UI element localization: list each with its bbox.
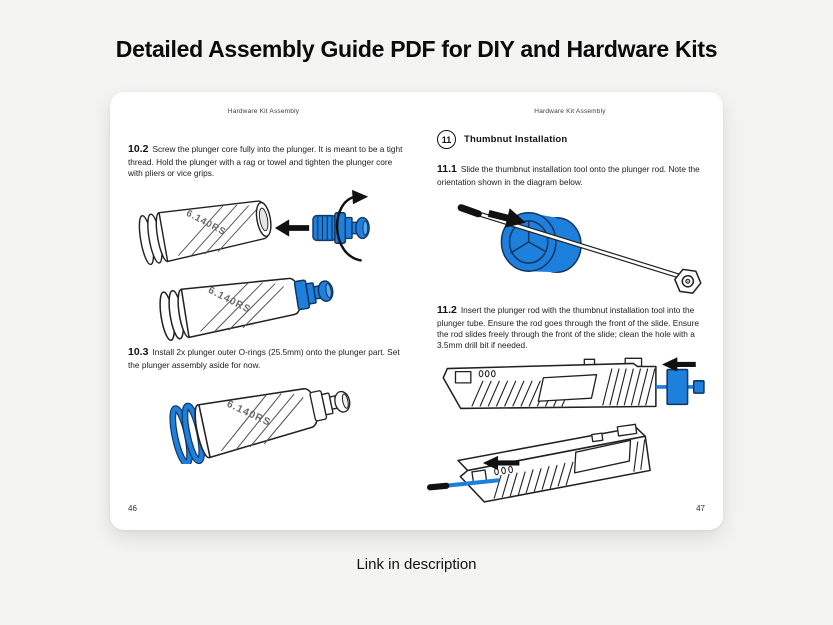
figure-slide-rod-side bbox=[433, 356, 707, 422]
step-number: 11.2 bbox=[437, 304, 457, 316]
plunger-core-installed-illustration bbox=[154, 264, 362, 342]
plunger-body bbox=[137, 194, 275, 266]
section-number-badge: 11 bbox=[437, 130, 456, 149]
figure-plunger-core-installed bbox=[154, 264, 362, 342]
figure-plunger-orings bbox=[168, 374, 370, 464]
part-label: 6.140RS bbox=[206, 284, 253, 316]
step-10-2 bbox=[128, 143, 404, 179]
thumbnut-tool-illustration bbox=[440, 192, 712, 298]
plunger-core-exploded-illustration bbox=[134, 186, 372, 270]
installed-core bbox=[294, 276, 335, 310]
slide-rod-front-illustration bbox=[426, 422, 698, 508]
pistol-slide bbox=[443, 358, 656, 408]
page-title: Detailed Assembly Guide PDF for DIY and Hardware Kits bbox=[115, 36, 718, 62]
right-page-header: Hardware Kit Assembly bbox=[534, 108, 606, 115]
step-number: 10.3 bbox=[128, 346, 149, 358]
step-11-1 bbox=[437, 163, 705, 188]
plunger-core-part bbox=[313, 213, 369, 243]
plunger-body bbox=[157, 271, 304, 341]
caption-text: Link in description bbox=[356, 556, 477, 573]
plunger-orings-illustration bbox=[168, 374, 370, 464]
step-text: Slide the thumbnut installation tool onto the plunger rod. Note the orientation shown in the diagram below. bbox=[437, 164, 700, 187]
step-10-3 bbox=[128, 346, 404, 371]
rod-end-nut bbox=[673, 268, 702, 294]
step-text: Install 2x plunger outer O-rings (25.5mm) onto the plunger part. Set the plunger assembly aside for now. bbox=[128, 347, 400, 370]
pdf-spread-card bbox=[110, 92, 723, 530]
section-heading bbox=[437, 130, 567, 149]
part-label: 6.140RS bbox=[224, 398, 273, 429]
step-11-2 bbox=[437, 304, 709, 351]
figure-slide-rod-front bbox=[426, 422, 698, 508]
step-number: 10.2 bbox=[128, 143, 149, 155]
step-text: Screw the plunger core fully into the plunger. It is meant to be a tight thread. Hold the plunger with a rag or towel and tighten the plunger core with pliers or vice grips. bbox=[128, 144, 403, 178]
figure-thumbnut-tool-on-rod bbox=[440, 192, 712, 298]
step-text: Insert the plunger rod with the thumbnut installation tool into the plunger tube. Ensure the rod goes through the front of the slide. Ensure the rod slides freely through the front of the slide; clean the hole with a 3.5mm drill bit if needed. bbox=[437, 305, 699, 350]
rod-and-tool bbox=[656, 370, 704, 405]
slide-rod-side-illustration bbox=[433, 356, 707, 422]
figure-plunger-core-exploded bbox=[134, 186, 372, 270]
plunger-body bbox=[192, 381, 323, 459]
step-number: 11.1 bbox=[437, 163, 457, 175]
installed-core-white bbox=[310, 385, 353, 421]
right-page-number: 47 bbox=[696, 504, 705, 513]
section-title: Thumbnut Installation bbox=[464, 134, 568, 145]
left-page-header: Hardware Kit Assembly bbox=[227, 108, 300, 115]
part-label: 6.140RS bbox=[184, 207, 228, 239]
arrow-left-icon bbox=[275, 219, 309, 236]
left-page-number: 46 bbox=[128, 504, 137, 513]
